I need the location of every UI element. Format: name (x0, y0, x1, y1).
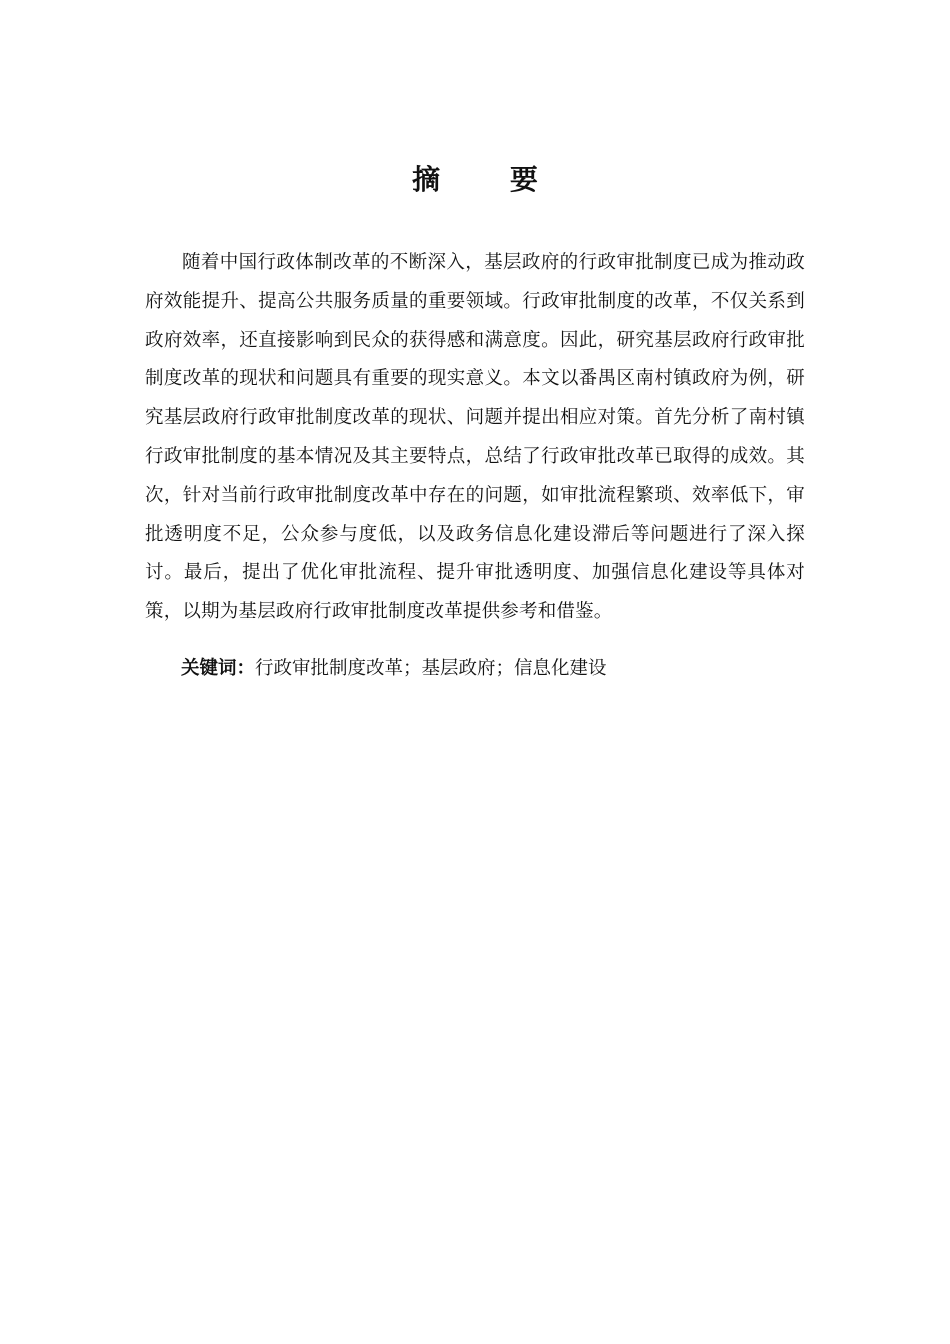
keywords-label: 关键词： (181, 658, 256, 679)
abstract-paragraph: 随着中国行政体制改革的不断深入，基层政府的行政审批制度已成为推动政府效能提升、提高公共服务质量的重要领域。行政审批制度的改革，不仅关系到政府效率，还直接影响到民众的获得感和满意度。因此，研究基层政府行政审批制度改革的现状和问题具有重要的现实意义。本文以番禺区南村镇政府为例，研究基层政府行政审批制度改革的现状、问题并提出相应对策。首先分析了南村镇行政审批制度的基本情况及其主要特点，总结了行政审批改革已取得的成效。其次，针对当前行政审批制度改革中存在的问题，如审批流程繁琐、效率低下，审批透明度不足，公众参与度低，以及政务信息化建设滞后等问题进行了深入探讨。最后，提出了优化审批流程、提升审批透明度、加强信息化建设等具体对策，以期为基层政府行政审批制度改革提供参考和借鉴。 (145, 252, 805, 623)
page-title: 摘 要 (412, 163, 568, 196)
keywords-text: 行政审批制度改革；基层政府；信息化建设 (255, 658, 607, 679)
keywords-line (181, 650, 821, 688)
